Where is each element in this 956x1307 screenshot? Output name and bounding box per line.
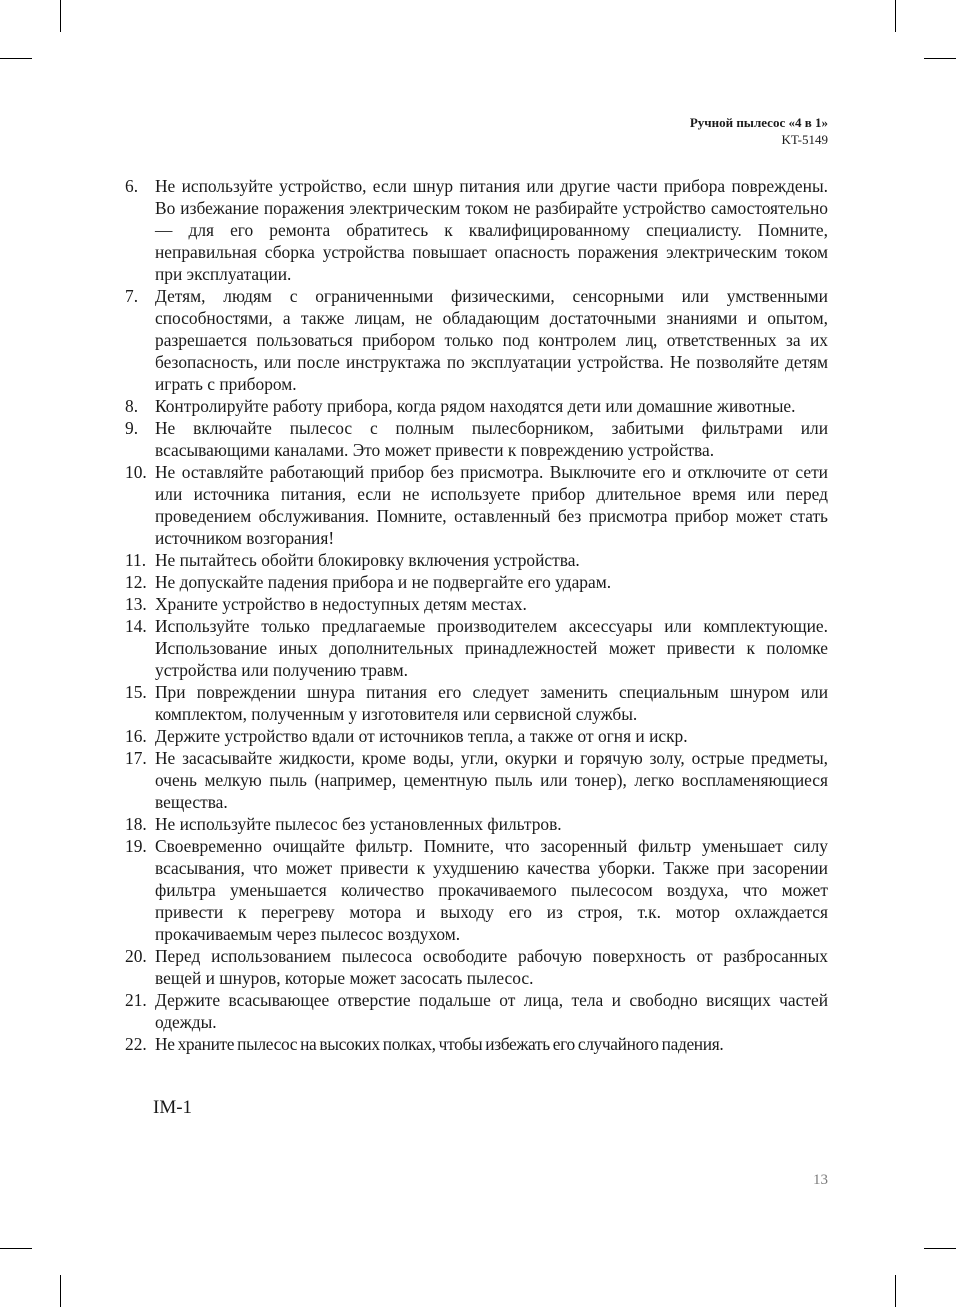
item-number: 13.	[125, 594, 147, 614]
item-number: 14.	[125, 616, 147, 636]
crop-mark	[0, 58, 32, 59]
item-text: Не оставляйте работающий прибор без присмотра. Выключите его и отключите от сети или источника питания, если не используете прибор длительное время или перед проведением обслуживания. Помните, оставленный без присмотра прибор может стать источником возгорания!	[155, 462, 828, 548]
page-number: 13	[813, 1172, 828, 1188]
list-item	[125, 285, 828, 395]
list-item	[125, 747, 828, 813]
list-item	[125, 395, 828, 417]
item-text: Не включайте пылесос с полным пылесборником, забитыми фильтрами или всасывающими каналами. Это может привести к повреждению устройства.	[155, 418, 828, 460]
item-number: 19.	[125, 836, 147, 856]
item-number: 12.	[125, 572, 147, 592]
item-text: Храните устройство в недоступных детям местах.	[155, 594, 527, 614]
item-text: Не допускайте падения прибора и не подвергайте его ударам.	[155, 572, 612, 592]
list-item	[125, 945, 828, 989]
item-number: 7.	[125, 286, 139, 306]
item-number: 10.	[125, 462, 147, 482]
item-text: Детям, людям с ограниченными физическими, сенсорными или умственными способностями, а также лицам, не обладающим достаточными знаниями и опытом, разрешается пользоваться прибором только под контролем лиц, ответственных за их безопасность, или после инструктажа по эксплуатации устройства. Не позволяйте детям играть с прибором.	[155, 286, 828, 394]
item-number: 17.	[125, 748, 147, 768]
crop-mark	[60, 0, 61, 32]
item-text: Держите всасывающее отверстие подальше от лица, тела и свободно висящих частей одежды.	[155, 990, 828, 1032]
document-code: IM-1	[153, 1097, 193, 1118]
item-number: 16.	[125, 726, 147, 746]
item-number: 21.	[125, 990, 147, 1010]
header-model: KT-5149	[781, 132, 828, 147]
list-item	[125, 549, 828, 571]
item-number: 6.	[125, 176, 139, 196]
item-number: 18.	[125, 814, 147, 834]
crop-mark	[895, 1275, 896, 1307]
item-text: При повреждении шнура питания его следует заменить специальным шнуром или комплектом, полученным у изготовителя или сервисной службы.	[155, 682, 828, 724]
item-text: Используйте только предлагаемые производителем аксессуары или комплектующие. Использование иных дополнительных принадлежностей может привести к поломке устройства или получению травм.	[155, 616, 828, 680]
item-text: Контролируйте работу прибора, когда рядом находятся дети или домашние животные.	[155, 396, 796, 416]
item-number: 15.	[125, 682, 147, 702]
list-item	[125, 461, 828, 549]
list-item	[125, 813, 828, 835]
item-number: 22.	[125, 1034, 147, 1054]
list-item	[125, 417, 828, 461]
list-item	[125, 681, 828, 725]
item-text: Не засасывайте жидкости, кроме воды, угли, окурки и горячую золу, острые предметы, очень мелкую пыль (например, цементную пыль или тонер), легко воспламеняющиеся вещества.	[155, 748, 828, 812]
crop-mark	[0, 1248, 32, 1249]
crop-mark	[924, 58, 956, 59]
list-item	[125, 725, 828, 747]
list-item	[125, 1033, 828, 1055]
list-item	[125, 571, 828, 593]
running-header	[690, 114, 828, 148]
list-item	[125, 989, 828, 1033]
item-number: 9.	[125, 418, 139, 438]
item-number: 8.	[125, 396, 139, 416]
crop-mark	[60, 1275, 61, 1307]
item-text: Не пытайтесь обойти блокировку включения устройства.	[155, 550, 580, 570]
item-text: Держите устройство вдали от источников тепла, а также от огня и искр.	[155, 726, 688, 746]
list-item	[125, 835, 828, 945]
item-text: Перед использованием пылесоса освободите рабочую поверхность от разбросанных вещей и шнуров, которые может засосать пылесос.	[155, 946, 828, 988]
list-item	[125, 175, 828, 285]
crop-mark	[924, 1248, 956, 1249]
item-text: Не используйте пылесос без установленных фильтров.	[155, 814, 562, 834]
list-item	[125, 615, 828, 681]
item-text: Не храните пылесос на высоких полках, чтобы избежать его случайного падения.	[155, 1034, 724, 1054]
item-number: 20.	[125, 946, 147, 966]
item-text: Не используйте устройство, если шнур питания или другие части прибора повреждены. Во избежание поражения электрическим током не разбирайте устройство самостоятельно — для его ремонта обратитесь к квалифицированному специалисту. Помните, неправильная сборка устройства повышает опасность поражения электрическим током при эксплуатации.	[155, 176, 828, 284]
crop-mark	[895, 0, 896, 32]
safety-instructions-list	[125, 175, 828, 1055]
list-item	[125, 593, 828, 615]
item-number: 11.	[125, 550, 147, 570]
item-text: Своевременно очищайте фильтр. Помните, что засоренный фильтр уменьшает силу всасывания, что может привести к ухудшению качества уборки. Также при засорении фильтра уменьшается количество прокачиваемого пылесосом воздуха, что может привести к перегреву мотора и выходу его из строя, т.к. мотор охлаждается прокачиваемым через пылесос воздухом.	[155, 836, 828, 944]
header-title: Ручной пылесос «4 в 1»	[689, 115, 828, 130]
